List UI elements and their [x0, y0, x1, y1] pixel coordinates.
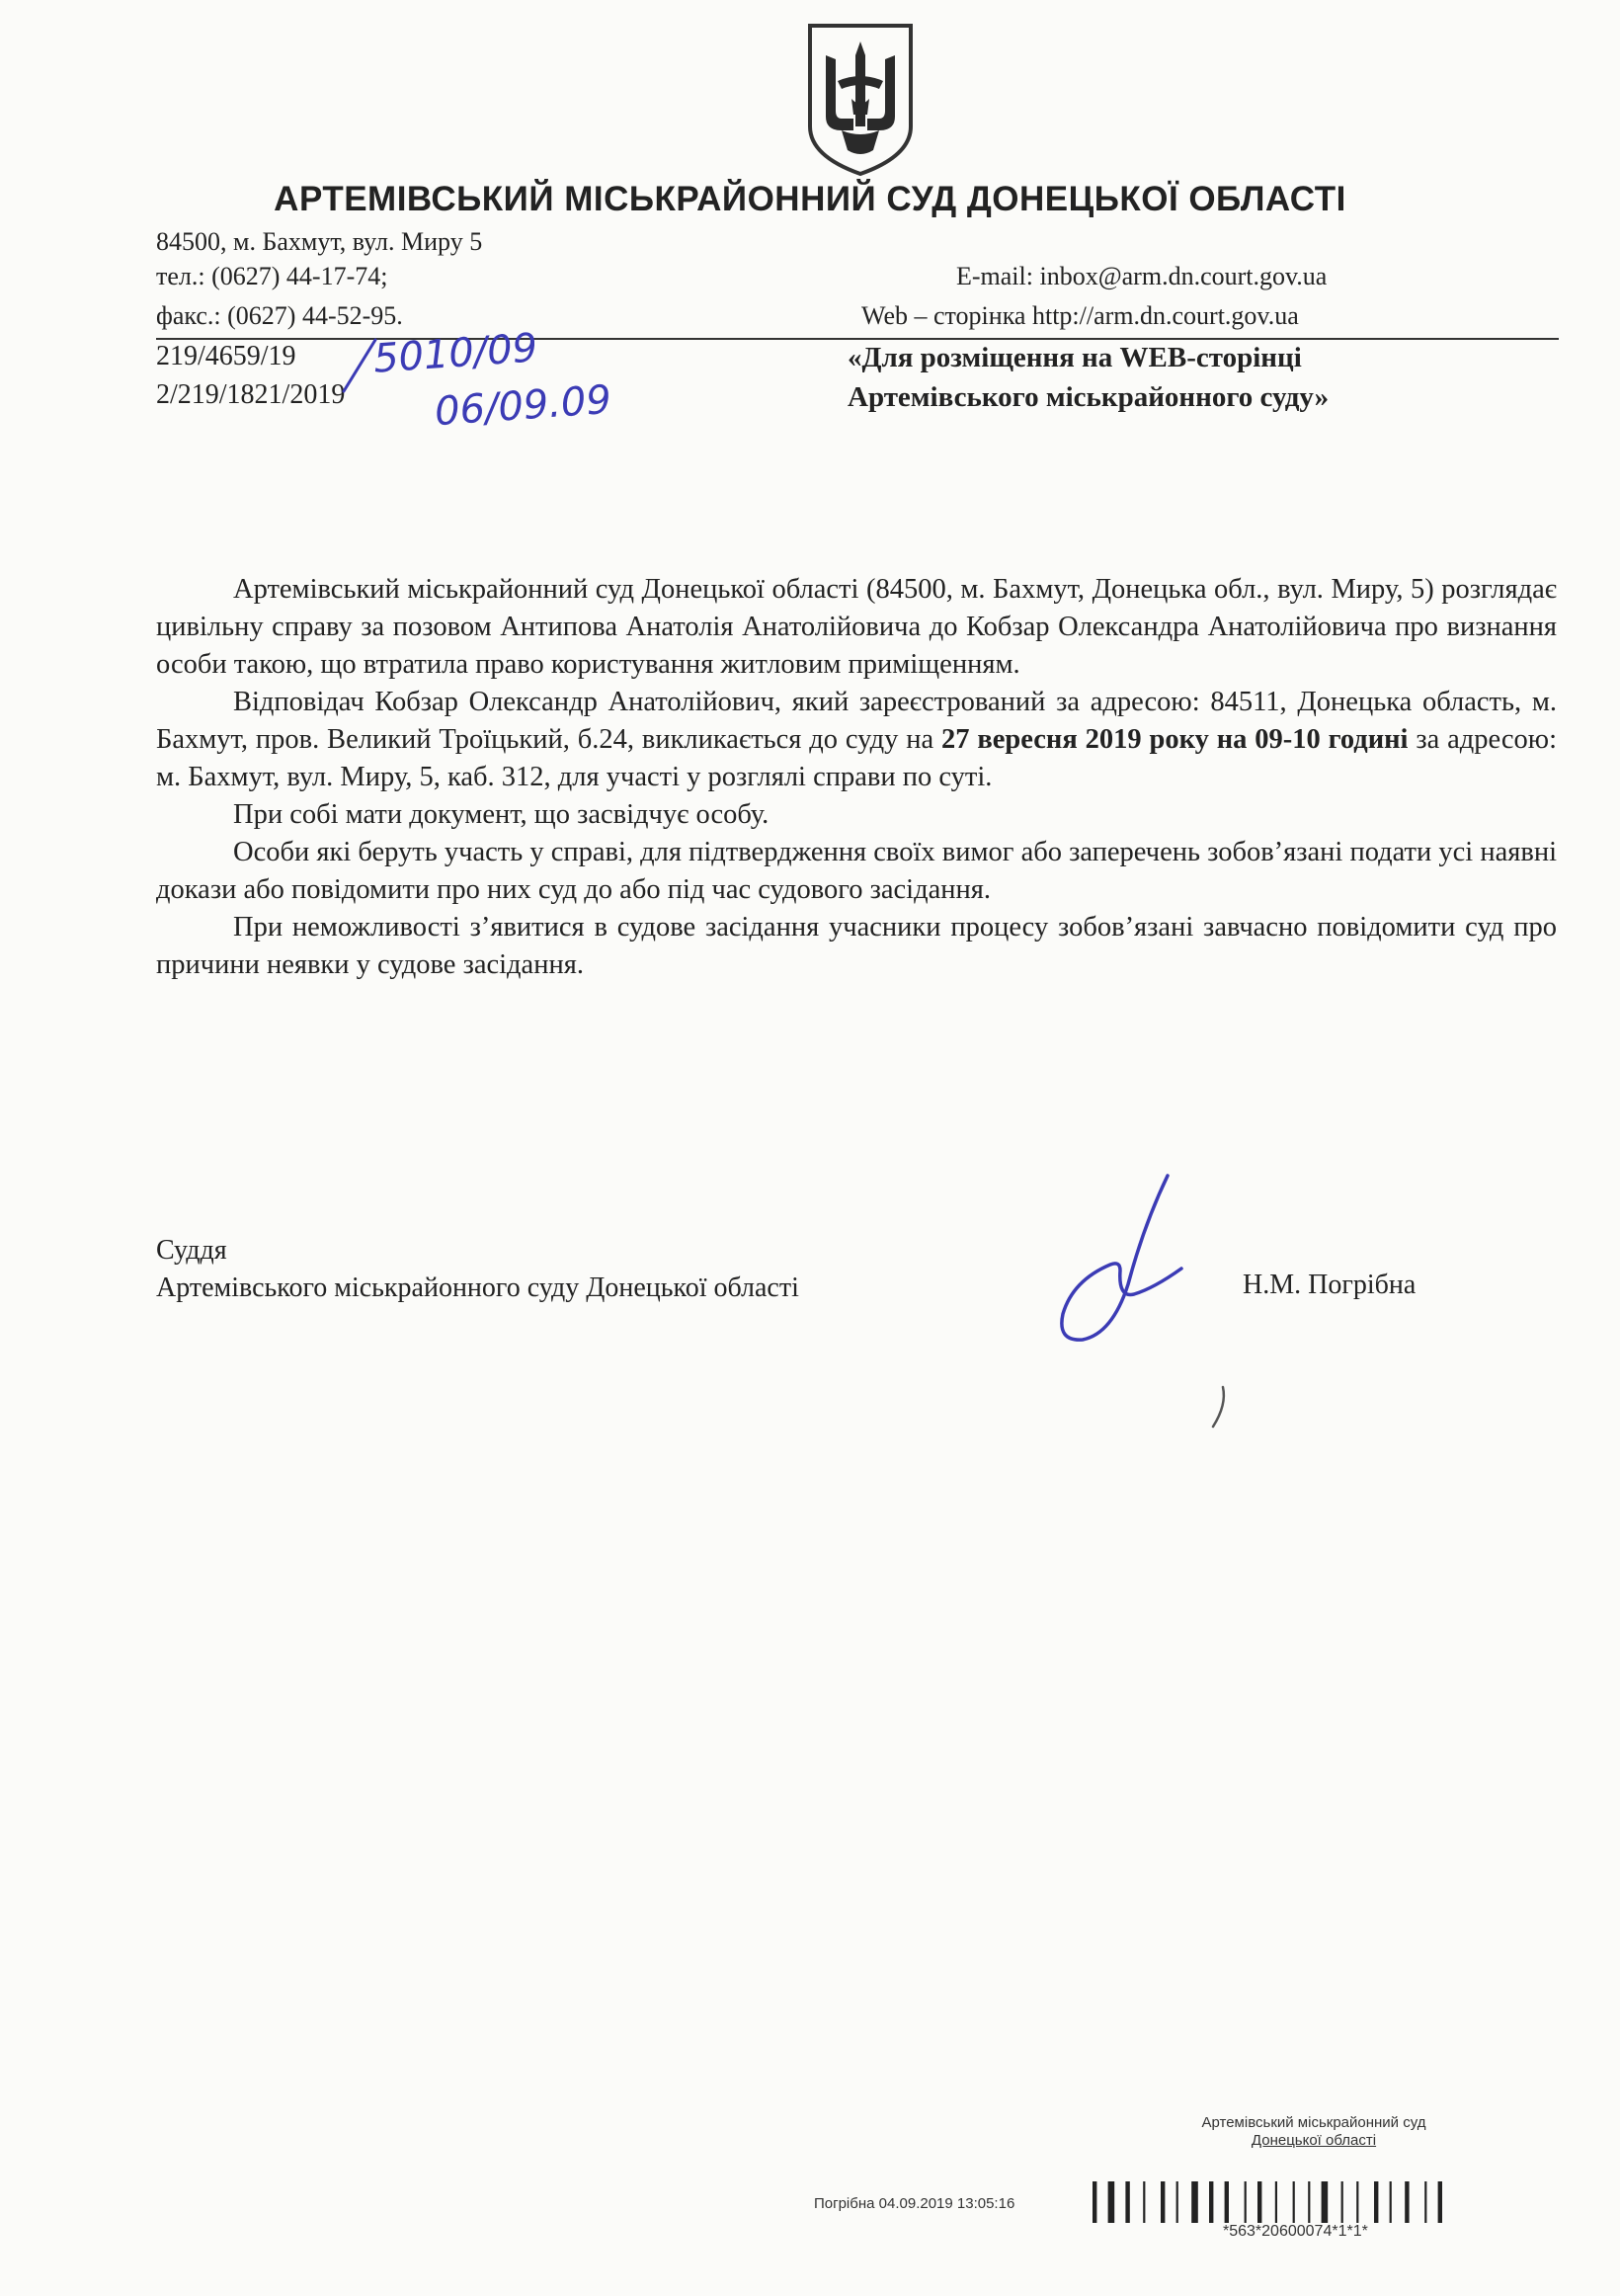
judge-name: Н.М. Погрібна	[1243, 1270, 1417, 1300]
court-address: 84500, м. Бахмут, вул. Миру 5	[156, 227, 483, 256]
court-email: E-mail: inbox@arm.dn.court.gov.ua	[956, 262, 1328, 290]
paragraph-3: При собі мати документ, що засвідчує особу.	[233, 799, 770, 830]
note-line-2: Артемівського міськрайонного суду»	[848, 381, 1330, 413]
barcode-number: *563*20600074*1*1*	[1223, 2223, 1368, 2240]
barcode-bar	[1438, 2181, 1442, 2223]
barcode-bar	[1356, 2181, 1358, 2223]
stamp-court-line-1: Артемівський міськрайонний суд	[1201, 2114, 1426, 2131]
barcode-bar	[1176, 2181, 1178, 2223]
barcode-bar	[1390, 2181, 1392, 2223]
barcode-bar	[1209, 2181, 1213, 2223]
barcode-bar	[1161, 2181, 1165, 2223]
barcode-bar	[1341, 2181, 1343, 2223]
barcode-bar	[1191, 2181, 1198, 2223]
handwritten-note-1: 5010/09	[371, 325, 539, 382]
judge-title: Суддя	[156, 1235, 227, 1266]
trident-emblem-icon	[802, 20, 919, 178]
judge-position: Артемівського міськрайонного суду Донецької області	[156, 1272, 799, 1303]
barcode-bar	[1245, 2181, 1247, 2223]
paragraph-2-end: за адресою: м. Бахмут, вул. Миру, 5, каб. 312, для участі у розглялі справи по суті.	[156, 724, 1557, 792]
barcode-bar	[1374, 2181, 1378, 2223]
handwritten-signature-icon	[1017, 1166, 1205, 1353]
barcode-bar	[1125, 2181, 1129, 2223]
paragraph-1: Артемівський міськрайонний суд Донецької області (84500, м. Бахмут, Донецька обл., вул. Миру, 5) розглядає цивільну справу за позовом Антипова Анатолія Анатолійовича до Кобзар Олександра Анатолійовича про визнання особи такою, що втратила право користування житловим приміщенням.	[156, 574, 1557, 680]
barcode-bar	[1225, 2181, 1229, 2223]
stamp-signer-timestamp: Погрібна 04.09.2019 13:05:16	[814, 2195, 1015, 2212]
case-number-1: 219/4659/19	[156, 341, 296, 371]
court-phone: тел.: (0627) 44-17-74;	[156, 262, 388, 290]
hearing-date: 27 вересня 2019 року на 09-10 годині	[941, 724, 1409, 755]
web-publication-note	[848, 338, 1329, 417]
barcode-bar	[1405, 2181, 1409, 2223]
court-website: Web – сторінка http://arm.dn.court.gov.ua	[861, 301, 1299, 330]
barcode-bar	[1093, 2181, 1096, 2223]
judge-block	[156, 1232, 799, 1307]
stamp-court-line-2: Донецької області	[1251, 2132, 1377, 2149]
barcode-bar	[1257, 2181, 1261, 2223]
handwritten-note-2: 06/09.09	[433, 376, 613, 436]
barcode-bar	[1424, 2181, 1426, 2223]
stamp-court-name	[1166, 2114, 1462, 2150]
court-fax: факс.: (0627) 44-52-95.	[156, 301, 403, 330]
barcode-bar	[1143, 2181, 1145, 2223]
barcode-bar	[1308, 2181, 1310, 2223]
barcode-bar	[1275, 2181, 1277, 2223]
barcode-bar	[1293, 2181, 1295, 2223]
paragraph-2-start: Відповідач Кобзар Олександр Анатолійович, який зареєстрований за адресою: 84511, Донецька область, м. Бахмут, пров. Великий Троїцький, б.24, викликається до суду на	[156, 687, 1557, 755]
ink-mark-icon	[1205, 1383, 1235, 1433]
paragraph-4: Особи які беруть участь у справі, для підтвердження своїх вимог або заперечень зобов’язані подати усі наявні докази або повідомити про них суд до або під час судового засідання.	[156, 837, 1557, 905]
paragraph-5: При неможливості з’явитися в судове засідання учасники процесу зобов’язані завчасно повідомити суд про причини неявки у судове засідання.	[156, 912, 1557, 980]
barcode-bar	[1108, 2181, 1115, 2223]
barcode-bar	[1322, 2181, 1329, 2223]
paragraph-2	[156, 684, 1557, 796]
case-number-2: 2/219/1821/2019	[156, 379, 346, 410]
court-title: АРТЕМІВСЬКИЙ МІСЬКРАЙОННИЙ СУД ДОНЕЦЬКОЇ ОБЛАСТІ	[274, 180, 1346, 218]
note-line-1: «Для розміщення на WEB-сторінці	[848, 342, 1302, 373]
barcode-icon	[1093, 2181, 1557, 2223]
document-body	[156, 571, 1557, 984]
